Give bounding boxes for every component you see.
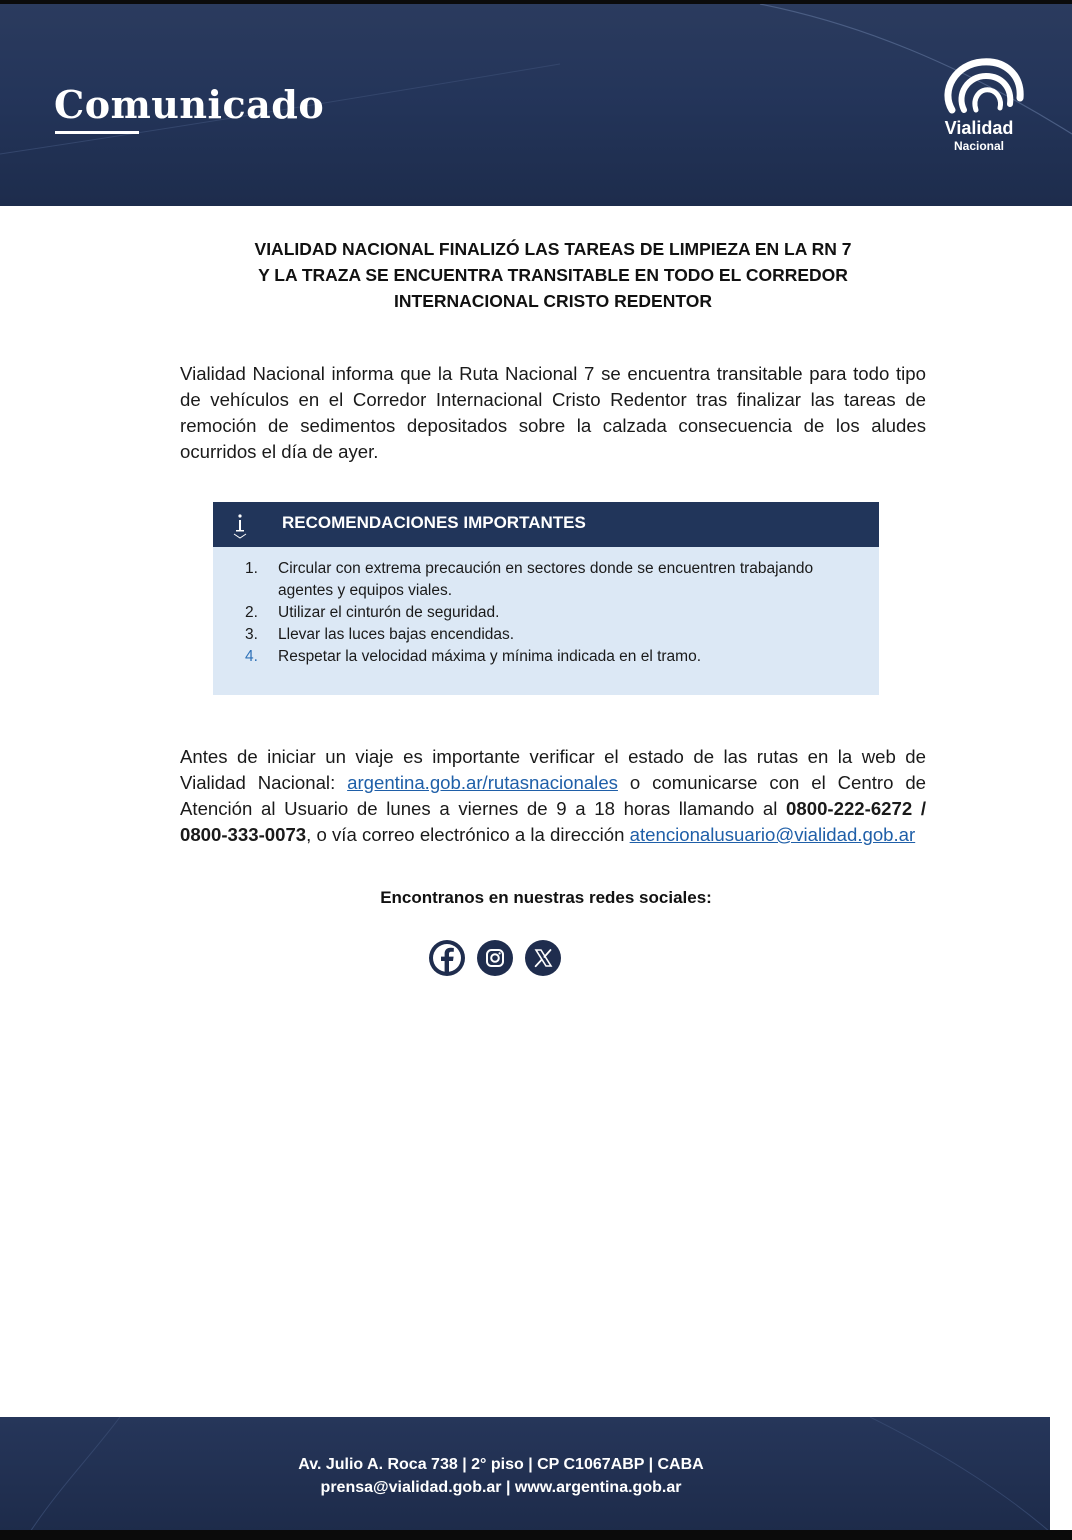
contact-paragraph: [180, 744, 926, 848]
list-number: 1.: [245, 560, 258, 577]
list-item: [243, 602, 863, 624]
bottom-border: [0, 1530, 1072, 1540]
headline-line: INTERNACIONAL CRISTO REDENTOR: [394, 291, 712, 311]
contact-text: o comunicarse con el Centro de Atención al Usuario de lunes a viernes de 9 a 18 horas llamando al: [180, 772, 926, 819]
list-number: 4.: [245, 648, 258, 665]
facebook-icon[interactable]: [429, 940, 465, 976]
recommendations-box: [213, 502, 879, 695]
header-banner: [0, 4, 1072, 206]
footer-contact: prensa@vialidad.gob.ar | www.argentina.gob.ar: [320, 1479, 682, 1496]
list-text: Circular con extrema precaución en sectores donde se encuentren trabajando agentes y equipos viales.: [278, 560, 814, 599]
footer-decoration: [0, 1417, 1050, 1532]
contact-text: Antes de iniciar un viaje es importante verificar el estado de las rutas en la web de Vialidad Nacional:: [180, 746, 926, 793]
list-item: [243, 646, 863, 668]
recommendations-title: RECOMENDACIONES IMPORTANTES: [282, 513, 586, 532]
email-link[interactable]: atencionalusuario@vialidad.gob.ar: [629, 824, 916, 845]
footer-address: Av. Julio A. Roca 738 | 2° piso | CP C1067ABP | CABA: [298, 1456, 704, 1473]
list-number: 2.: [245, 604, 258, 621]
list-text: Utilizar el cinturón de seguridad.: [278, 604, 500, 621]
recommendations-list: [243, 558, 863, 668]
headline-line: Y LA TRAZA SE ENCUENTRA TRANSITABLE EN TODO EL CORREDOR: [258, 265, 848, 285]
list-text: Respetar la velocidad máxima y mínima indicada en el tramo.: [278, 648, 701, 665]
list-text: Llevar las luces bajas encendidas.: [278, 626, 515, 643]
list-item: [243, 558, 863, 602]
instagram-icon[interactable]: [477, 940, 513, 976]
info-icon: [231, 511, 249, 539]
page-title: Comunicado: [54, 82, 325, 127]
list-number: 3.: [245, 626, 258, 643]
logo-subtitle: Nacional: [953, 139, 1004, 153]
headline: [180, 236, 926, 314]
logo-wordmark: Vialidad: [944, 118, 1014, 138]
footer-banner: [0, 1417, 1050, 1532]
rutas-link[interactable]: argentina.gob.ar/rutasnacionales: [347, 772, 618, 793]
title-underline: [55, 131, 139, 134]
social-title: Encontranos en nuestras redes sociales:: [380, 888, 712, 907]
phone-numbers: 0800-222-6272 / 0800-333-0073: [180, 798, 927, 845]
x-icon[interactable]: [525, 940, 561, 976]
headline-line: VIALIDAD NACIONAL FINALIZÓ LAS TAREAS DE LIMPIEZA EN LA RN 7: [254, 239, 852, 259]
intro-paragraph: Vialidad Nacional informa que la Ruta Nacional 7 se encuentra transitable para todo tipo de vehículos en el Corredor Internacional Cristo Redentor tras finalizar las tareas de remoción de sedimentos depositados sobre la calzada consecuencia de los aludes ocurridos el día de ayer.: [180, 363, 926, 462]
recommendations-header: [213, 502, 879, 547]
contact-text: , o vía correo electrónico a la dirección: [306, 824, 630, 845]
list-item: [243, 624, 863, 646]
